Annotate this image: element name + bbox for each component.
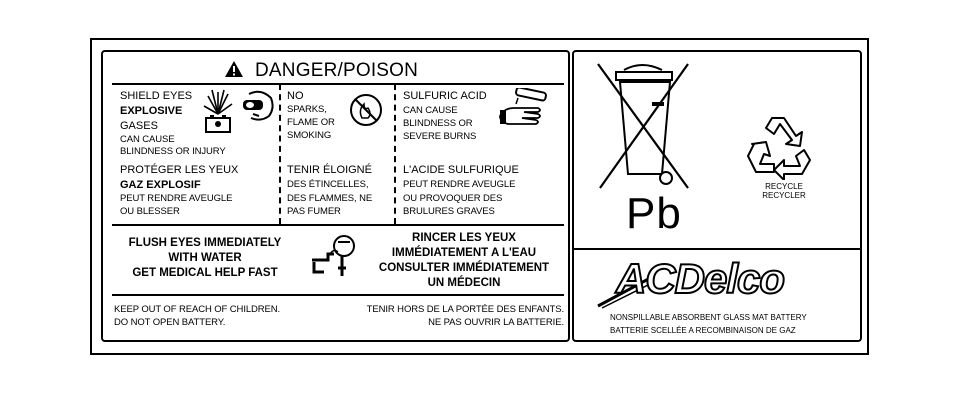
acid-blindness-text: BLINDNESS OR — [403, 118, 473, 129]
fr-brulures-text: BRULURES GRAVES — [403, 206, 495, 217]
brand-logo-text: ACDelco — [616, 255, 785, 302]
acid-on-hand-icon — [498, 88, 558, 128]
medical-help-text: GET MEDICAL HELP FAST — [132, 267, 278, 279]
fr-medecin-text: UN MÉDECIN — [427, 277, 501, 289]
battery-type-en-text: NONSPILLABLE ABSORBENT GLASS MAT BATTERY — [610, 313, 807, 322]
fr-provoquer-text: OU PROVOQUER DES — [403, 193, 503, 204]
fr-tenir-hors-text: TENIR HORS DE LA PORTÉE DES ENFANTS. — [366, 304, 564, 315]
flame-or-text: FLAME OR — [287, 117, 335, 128]
shield-eyes-text: SHIELD EYES — [120, 90, 193, 102]
fr-immediatement-eau-text: IMMÉDIATEMENT A L'EAU — [391, 247, 537, 259]
fr-proteger-text: PROTÉGER LES YEUX — [120, 164, 239, 176]
acid-can-cause-text: CAN CAUSE — [403, 105, 458, 116]
with-water-text: WITH WATER — [168, 252, 242, 264]
flush-divider-top — [112, 224, 564, 226]
cell-divider-2 — [394, 84, 396, 224]
lead-symbol-text: Pb — [626, 189, 682, 238]
battery-explosion-icon — [202, 88, 242, 136]
battery-type-fr-text: BATTERIE SCELLÉE A RECOMBINAISON DE GAZ — [610, 326, 796, 335]
fr-peut-rendre-text: PEUT RENDRE AVEUGLE — [120, 193, 233, 204]
warning-triangle-icon — [224, 60, 244, 78]
fr-etincelles-text: DES ÉTINCELLES, — [287, 179, 369, 190]
flush-divider-bottom — [112, 294, 564, 296]
fr-pas-fumer-text: PAS FUMER — [287, 206, 341, 217]
recycler-text: RECYCLER — [762, 191, 806, 200]
fr-rincer-text: RINCER LES YEUX — [412, 232, 516, 244]
header-divider — [112, 83, 564, 85]
flush-eyes-text: FLUSH EYES IMMEDIATELY — [128, 237, 282, 249]
explosive-text: EXPLOSIVE — [120, 105, 183, 117]
fr-ne-pas-ouvrir-text: NE PAS OUVRIR LA BATTERIE. — [428, 317, 564, 328]
severe-burns-text: SEVERE BURNS — [403, 131, 477, 142]
crossed-out-wheelie-bin-icon — [596, 62, 696, 190]
brand-divider — [574, 248, 860, 250]
fr-acide-sulfurique-text: L'ACIDE SULFURIQUE — [403, 164, 519, 176]
fr-acid-aveugle-text: PEUT RENDRE AVEUGLE — [403, 179, 516, 190]
keep-out-text: KEEP OUT OF REACH OF CHILDREN. — [114, 304, 281, 315]
fr-tenir-eloigne-text: TENIR ÉLOIGNÉ — [287, 164, 372, 176]
can-cause-text: CAN CAUSE — [120, 134, 175, 145]
smoking-text: SMOKING — [287, 130, 332, 141]
safety-goggles-icon — [241, 90, 275, 122]
danger-title: DANGER/POISON — [255, 60, 419, 81]
eyewash-icon — [308, 232, 360, 280]
recycle-icon — [744, 114, 816, 180]
sulfuric-acid-text: SULFURIC ACID — [403, 90, 487, 102]
fr-ou-blesser-text: OU BLESSER — [120, 206, 180, 217]
fr-consulter-text: CONSULTER IMMÉDIATEMENT — [378, 262, 550, 274]
sparks-text: SPARKS, — [287, 104, 327, 115]
blindness-injury-text: BLINDNESS OR INJURY — [120, 146, 226, 157]
fr-gaz-explosif-text: GAZ EXPLOSIF — [120, 179, 201, 191]
gases-text: GASES — [120, 120, 158, 132]
cell-divider-1 — [279, 84, 281, 224]
fr-flammes-text: DES FLAMMES, NE — [287, 193, 373, 204]
no-flame-icon — [348, 92, 384, 128]
do-not-open-text: DO NOT OPEN BATTERY. — [114, 317, 226, 328]
recycle-text: RECYCLE — [765, 182, 803, 191]
no-text: NO — [287, 90, 304, 102]
